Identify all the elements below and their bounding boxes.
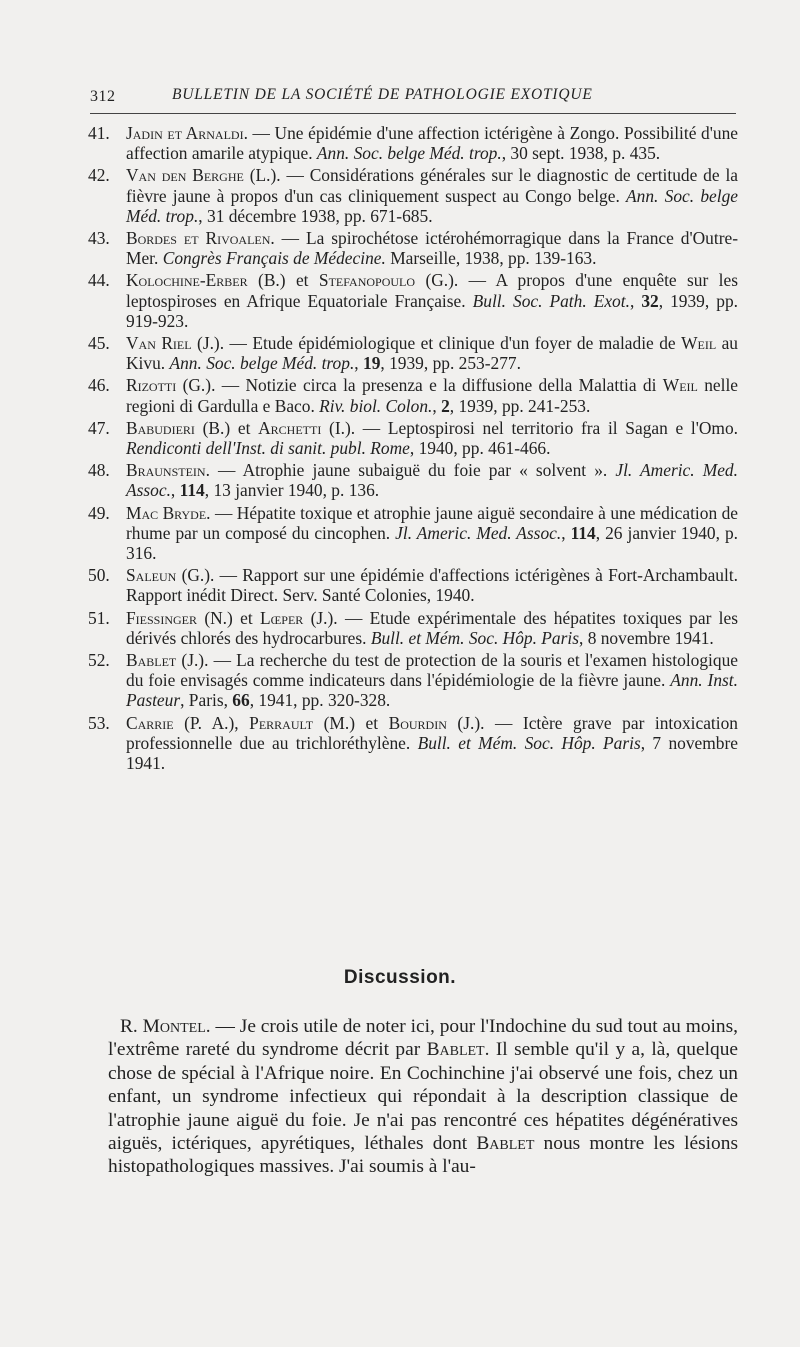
reference-authors: Babudieri — [126, 417, 195, 438]
reference-tail: , 7 novembre 1941. — [126, 732, 738, 774]
reference-journal: Bull. Soc. Path. Exot. — [472, 290, 630, 311]
reference-number: 42. — [88, 165, 110, 186]
reference-journal: Rendiconti dell'Inst. di sanit. publ. Rome — [126, 438, 410, 459]
reference-item — [88, 460, 738, 500]
reference-number: 45. — [88, 333, 110, 354]
reference-tail: , 26 janvier 1940, p. 316. — [126, 522, 738, 564]
reference-authors: Saleun — [126, 565, 177, 586]
reference-text: — Hépatite toxique et atrophie jaune aiguë secondaire à une médication de rhume par un composé du cincophen. — [126, 502, 738, 543]
reference-journal: Jl. Americ. Med. Assoc. — [126, 460, 738, 501]
reference-text: (G.). — Rapport sur une épidémie d'affections ictérigènes à Fort-Archambault. Rapport inédit Direct. Serv. Santé Colonies, 1940. — [126, 565, 738, 606]
reference-number: 41. — [88, 123, 110, 143]
reference-authors: Mac Bryde. — [126, 502, 211, 523]
reference-text: nelle regioni di Gardulla e Baco. — [126, 375, 738, 416]
reference-item — [88, 418, 738, 458]
reference-authors: Weil — [662, 375, 698, 396]
reference-authors: Bablet — [126, 650, 177, 671]
reference-authors: Rizotti — [126, 375, 177, 396]
reference-item — [88, 650, 738, 711]
reference-authors: Stefanopoulo — [318, 270, 416, 291]
reference-text: (L.). — Considérations générales sur le diagnostic de certitude de la fièvre jaune à propos d'un cas cliniquement suspect au Congo belge. — [126, 165, 738, 206]
discussion-text: — Je crois utile de noter ici, pour l'Indochine du sud tout au moins, l'extrême rareté du syndrome décrit par — [108, 1016, 738, 1061]
reference-number: 46. — [88, 375, 110, 396]
reference-number: 53. — [88, 712, 110, 733]
reference-authors: Braunstein. — [126, 460, 210, 481]
reference-text: (J.). — Ictère grave par intoxication professionnelle due au trichloréthylène. — [126, 712, 738, 753]
reference-journal: Riv. biol. Colon. — [319, 395, 433, 416]
reference-text: (B.) et — [194, 417, 259, 438]
reference-item — [88, 608, 738, 648]
reference-text: (J.). — Etude épidémiologique et clinique d'un foyer de maladie de — [191, 333, 682, 354]
reference-volume: 114 — [570, 522, 596, 543]
reference-item — [88, 333, 738, 373]
author-name: Bablet — [476, 1133, 535, 1155]
reference-tail: , 8 novembre 1941. — [579, 627, 714, 648]
reference-volume: 19 — [363, 353, 381, 374]
reference-number: 47. — [88, 417, 110, 438]
reference-authors: Carrie — [126, 712, 174, 733]
reference-item — [88, 270, 738, 331]
reference-text: (M.) et — [313, 712, 389, 733]
reference-item — [88, 713, 738, 774]
reference-text: (G.). — A propos d'une enquête sur les leptospiroses en Afrique Equatoriale Française. — [126, 270, 739, 311]
running-header — [90, 84, 736, 110]
reference-journal: Jl. Americ. Med. Assoc. — [395, 522, 562, 543]
reference-journal: Ann. Soc. belge Méd. trop. — [169, 353, 355, 374]
reference-journal: Congrès Français de Médecine. — [162, 248, 386, 269]
speaker-name: R. Montel. — [120, 1016, 211, 1037]
reference-item — [88, 165, 738, 226]
reference-item — [88, 375, 738, 415]
reference-separator: , — [354, 353, 363, 374]
reference-journal: Bull. et Mém. Soc. Hôp. Paris — [370, 627, 579, 648]
reference-list — [88, 123, 738, 775]
reference-item — [88, 565, 738, 605]
reference-number: 44. — [88, 270, 110, 291]
reference-tail: Marseille, 1938, pp. 139-163. — [385, 248, 597, 269]
reference-authors: Van Riel — [126, 333, 192, 354]
author-name: Bablet — [426, 1039, 485, 1061]
discussion-text: nous montre les lésions histopathologiques massives. J'ai soumis à l'au- — [108, 1133, 738, 1178]
reference-tail: , 13 janvier 1940, p. 136. — [204, 480, 380, 501]
reference-tail: , 1939, pp. 919-923. — [126, 290, 738, 331]
reference-authors: Jadin et Arnaldi. — [126, 123, 248, 143]
page-number: 312 — [90, 88, 116, 105]
reference-separator: , — [432, 395, 442, 416]
reference-tail: , 1941, pp. 320-328. — [249, 690, 391, 711]
reference-tail: , 1940, pp. 461-466. — [409, 438, 551, 459]
reference-tail: , 30 sept. 1938, p. 435. — [501, 143, 661, 164]
reference-number: 48. — [88, 460, 110, 481]
reference-number: 52. — [88, 650, 110, 671]
reference-number: 51. — [88, 607, 110, 628]
reference-authors: Perrault — [249, 712, 314, 733]
reference-authors: Bourdin — [388, 712, 447, 733]
reference-tail: , 31 décembre 1938, pp. 671-685. — [198, 205, 433, 226]
reference-tail: , 1939, pp. 241-253. — [449, 395, 591, 416]
reference-number: 49. — [88, 502, 110, 523]
reference-volume: 32 — [641, 290, 659, 311]
reference-journal: Ann. Soc. belge Méd. trop. — [316, 143, 502, 164]
section-heading: Discussion. — [343, 967, 457, 988]
reference-text: (B.) et — [247, 270, 319, 291]
reference-text: (G.). — Notizie circa la presenza e la diffusione della Malattia di — [176, 375, 663, 396]
discussion-text: . Il semble qu'il y a, là, quelque chose de spécial à l'Afrique noire. En Cochinchine j'ai observé une fois, chez un enfant, un syndrome infectieux qui répondait à la description classique de l'atrophie jaune aiguë du foie. Je n'ai pas rencontré ces hépatites dégénératives aiguës, ictériques, apyrétiques, léthales dont — [108, 1039, 738, 1155]
reference-journal: Ann. Inst. Pasteur — [126, 670, 738, 711]
reference-text: (P. A.), — [173, 712, 250, 733]
reference-volume: 114 — [179, 480, 205, 501]
reference-journal: Bull. et Mém. Soc. Hôp. Paris — [417, 732, 641, 753]
reference-tail: , 1939, pp. 253-277. — [380, 353, 521, 374]
reference-authors: Fiessinger — [126, 607, 198, 628]
reference-text: (N.) et — [197, 607, 260, 628]
reference-number: 43. — [88, 228, 110, 249]
reference-authors: Kolochine-Erber — [126, 270, 248, 291]
reference-separator: , — [561, 522, 571, 543]
reference-text: — Une épidémie d'une affection ictérigène à Zongo. Possibilité d'une affection amarile atypique. — [126, 123, 738, 164]
reference-text: — Atrophie jaune subaiguë du foie par « solvent ». — [209, 460, 616, 481]
discussion-paragraph — [108, 1015, 738, 1179]
reference-text: (J.). — La recherche du test de protection de la souris et l'examen histologique du foie envisagés comme indicateurs dans l'épidémiologie de la fièvre jaune. — [126, 650, 738, 691]
reference-item — [88, 228, 738, 268]
reference-journal: Ann. Soc. belge Méd. trop. — [126, 185, 738, 226]
reference-separator: , — [629, 290, 642, 311]
header-rule — [90, 113, 736, 114]
running-title: BULLETIN DE LA SOCIÉTÉ DE PATHOLOGIE EXOTIQUE — [172, 86, 593, 103]
reference-number: 50. — [88, 565, 110, 586]
reference-item — [88, 503, 738, 564]
reference-authors: Lœper — [259, 607, 304, 628]
reference-authors: Archetti — [258, 417, 322, 438]
reference-volume: 66 — [232, 690, 250, 711]
reference-separator: , — [170, 480, 180, 501]
reference-item — [88, 123, 738, 163]
reference-text: au Kivu. — [126, 333, 739, 374]
reference-authors: Bordes et Rivoalen. — [126, 228, 275, 249]
reference-authors: Weil — [681, 333, 717, 354]
reference-text: — La spirochétose ictérohémorragique dans la France d'Outre-Mer. — [126, 228, 739, 269]
reference-text: (I.). — Leptospirosi nel territorio fra il Sagan e l'Omo. — [321, 417, 739, 438]
reference-text: , Paris, — [180, 690, 233, 711]
reference-volume: 2 — [441, 395, 450, 416]
reference-authors: Van den Berghe — [126, 165, 244, 186]
reference-text: (J.). — Etude expérimentale des hépatites toxiques par les dérivés chlorés des hydrocarbures. — [126, 607, 738, 648]
